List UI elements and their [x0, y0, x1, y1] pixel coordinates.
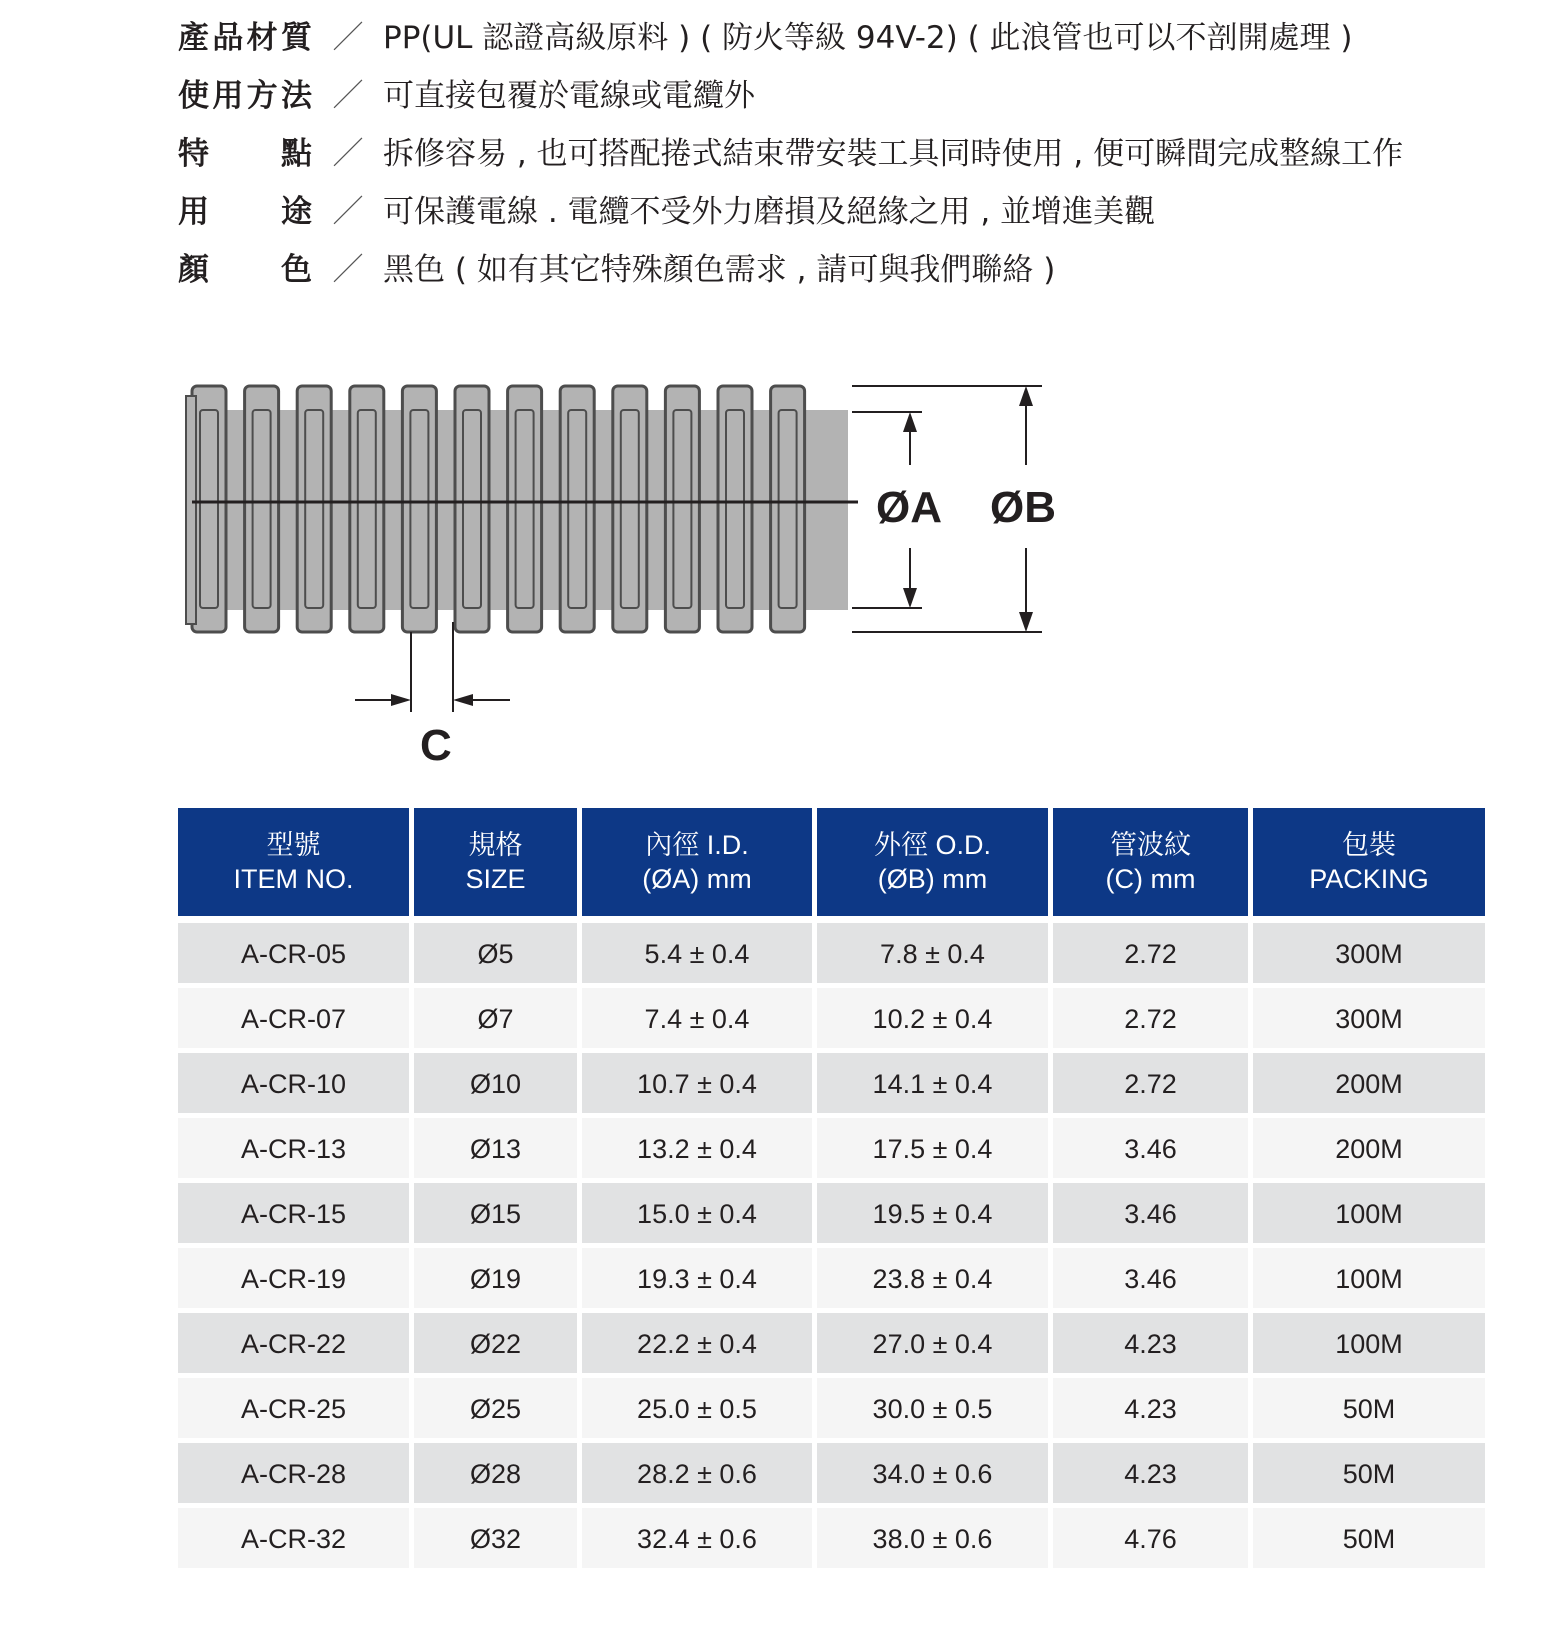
cell-corrugation: 4.23	[1053, 1378, 1248, 1438]
dimension-c	[355, 622, 510, 770]
label-a: ØA	[876, 483, 942, 532]
header-en: PACKING	[1309, 864, 1429, 894]
cell-packing: 200M	[1253, 1053, 1485, 1113]
cell-corrugation: 4.76	[1053, 1508, 1248, 1568]
cell-outer-diameter: 10.2 ± 0.4	[817, 988, 1048, 1048]
header-item-no	[178, 808, 409, 916]
cell-inner-diameter: 10.7 ± 0.4	[582, 1053, 812, 1113]
cell-packing: 300M	[1253, 988, 1485, 1048]
header-zh: 規格	[468, 830, 523, 860]
cell-corrugation: 3.46	[1053, 1183, 1248, 1243]
tube-rib	[508, 386, 542, 632]
spec-value: PP(UL 認證高級原料 ) ( 防火等級 94V-2) ( 此浪管也可以不剖開處理 )	[383, 20, 1353, 56]
table-row	[178, 1443, 1485, 1503]
cell-packing: 100M	[1253, 1183, 1485, 1243]
cell-corrugation: 4.23	[1053, 1313, 1248, 1373]
cell-inner-diameter: 32.4 ± 0.6	[582, 1508, 812, 1568]
cell-size: Ø22	[414, 1313, 577, 1373]
cell-packing: 300M	[1253, 923, 1485, 983]
tube-rib	[665, 386, 699, 632]
cell-inner-diameter: 7.4 ± 0.4	[582, 988, 812, 1048]
header-zh: 型號	[266, 830, 321, 860]
header-packing	[1253, 808, 1485, 916]
spec-separator: ／	[332, 136, 364, 172]
cell-corrugation: 4.23	[1053, 1443, 1248, 1503]
tube-rib	[455, 386, 489, 632]
table-row	[178, 1053, 1485, 1113]
header-inner-diameter	[582, 808, 812, 916]
cell-size: Ø25	[414, 1378, 577, 1438]
header-zh: 包裝	[1342, 830, 1396, 860]
cell-size: Ø19	[414, 1248, 577, 1308]
spec-label: 產品材質	[178, 20, 312, 56]
tube-rib	[560, 386, 594, 632]
header-zh: 內徑 I.D.	[645, 830, 749, 860]
cell-inner-diameter: 5.4 ± 0.4	[582, 923, 812, 983]
cell-outer-diameter: 19.5 ± 0.4	[817, 1183, 1048, 1243]
header-corrugation	[1053, 808, 1248, 916]
cell-size: Ø5	[414, 923, 577, 983]
cell-corrugation: 2.72	[1053, 988, 1248, 1048]
header-size	[414, 808, 577, 916]
cell-outer-diameter: 23.8 ± 0.4	[817, 1248, 1048, 1308]
tube-rib	[192, 386, 226, 632]
cell-item-no: A-CR-28	[178, 1443, 409, 1503]
cell-item-no: A-CR-25	[178, 1378, 409, 1438]
cell-size: Ø15	[414, 1183, 577, 1243]
cell-corrugation: 3.46	[1053, 1118, 1248, 1178]
spec-value: 可直接包覆於電線或電纜外	[383, 78, 755, 114]
spec-label: 特點	[178, 136, 312, 172]
cell-corrugation: 2.72	[1053, 923, 1248, 983]
cell-outer-diameter: 14.1 ± 0.4	[817, 1053, 1048, 1113]
cell-size: Ø32	[414, 1508, 577, 1568]
cell-item-no: A-CR-13	[178, 1118, 409, 1178]
cell-item-no: A-CR-22	[178, 1313, 409, 1373]
cell-size: Ø13	[414, 1118, 577, 1178]
header-en: SIZE	[465, 864, 526, 894]
table-row	[178, 1118, 1485, 1178]
table-row	[178, 1378, 1485, 1438]
header-zh: 外徑 O.D.	[873, 830, 991, 860]
spec-value: 黑色 ( 如有其它特殊顏色需求 , 請可與我們聯絡 )	[383, 252, 1056, 288]
cell-inner-diameter: 25.0 ± 0.5	[582, 1378, 812, 1438]
cell-outer-diameter: 17.5 ± 0.4	[817, 1118, 1048, 1178]
spec-value: 可保護電線 . 電纜不受外力磨損及絕緣之用 , 並增進美觀	[383, 194, 1156, 230]
tube-rib	[245, 386, 279, 632]
cell-corrugation: 3.46	[1053, 1248, 1248, 1308]
tube-rib	[297, 386, 331, 632]
cell-size: Ø10	[414, 1053, 577, 1113]
tube-rib	[718, 386, 752, 632]
header-en: (ØA) mm	[642, 864, 752, 894]
table-row	[178, 923, 1485, 983]
spec-label: 使用方法	[178, 78, 312, 114]
tube-rib	[350, 386, 384, 632]
header-en: (ØB) mm	[877, 864, 988, 894]
tube-rib	[771, 386, 805, 632]
spec-separator: ／	[332, 194, 364, 230]
cell-outer-diameter: 38.0 ± 0.6	[817, 1508, 1048, 1568]
cell-outer-diameter: 30.0 ± 0.5	[817, 1378, 1048, 1438]
header-outer-diameter	[817, 808, 1048, 916]
cell-inner-diameter: 28.2 ± 0.6	[582, 1443, 812, 1503]
spec-separator: ／	[332, 252, 364, 288]
spec-label: 用途	[178, 194, 312, 230]
tube-rib	[613, 386, 647, 632]
spec-label: 顏色	[178, 252, 312, 288]
cell-outer-diameter: 27.0 ± 0.4	[817, 1313, 1048, 1373]
cell-item-no: A-CR-05	[178, 923, 409, 983]
header-en: (C) mm	[1105, 864, 1196, 894]
cell-item-no: A-CR-15	[178, 1183, 409, 1243]
cell-packing: 100M	[1253, 1313, 1485, 1373]
spec-separator: ／	[332, 78, 364, 114]
header-en: ITEM NO.	[233, 864, 354, 894]
table-row	[178, 988, 1485, 1048]
tube-body	[186, 386, 848, 632]
cell-inner-diameter: 22.2 ± 0.4	[582, 1313, 812, 1373]
table-row	[178, 1183, 1485, 1243]
cell-size: Ø28	[414, 1443, 577, 1503]
cell-size: Ø7	[414, 988, 577, 1048]
table-header	[178, 808, 1485, 916]
dimension-a	[852, 412, 942, 608]
cell-corrugation: 2.72	[1053, 1053, 1248, 1113]
cell-inner-diameter: 15.0 ± 0.4	[582, 1183, 812, 1243]
spec-separator: ／	[332, 20, 364, 56]
cell-inner-diameter: 19.3 ± 0.4	[582, 1248, 812, 1308]
table-row	[178, 1248, 1485, 1308]
label-b: ØB	[990, 483, 1056, 532]
cell-item-no: A-CR-19	[178, 1248, 409, 1308]
tube-rib	[402, 386, 436, 632]
cell-packing: 50M	[1253, 1378, 1485, 1438]
label-c: C	[420, 721, 452, 770]
cell-packing: 100M	[1253, 1248, 1485, 1308]
spec-value: 拆修容易 , 也可搭配捲式結束帶安裝工具同時使用 , 便可瞬間完成整線工作	[383, 136, 1404, 172]
table-row	[178, 1508, 1485, 1568]
cell-item-no: A-CR-32	[178, 1508, 409, 1568]
cell-outer-diameter: 34.0 ± 0.6	[817, 1443, 1048, 1503]
header-zh: 管波紋	[1110, 830, 1191, 860]
cell-packing: 200M	[1253, 1118, 1485, 1178]
cell-packing: 50M	[1253, 1508, 1485, 1568]
cell-inner-diameter: 13.2 ± 0.4	[582, 1118, 812, 1178]
cell-outer-diameter: 7.8 ± 0.4	[817, 923, 1048, 983]
cell-item-no: A-CR-07	[178, 988, 409, 1048]
cell-item-no: A-CR-10	[178, 1053, 409, 1113]
table-row	[178, 1313, 1485, 1373]
cell-packing: 50M	[1253, 1443, 1485, 1503]
corrugated-tube-diagram	[0, 0, 1542, 780]
